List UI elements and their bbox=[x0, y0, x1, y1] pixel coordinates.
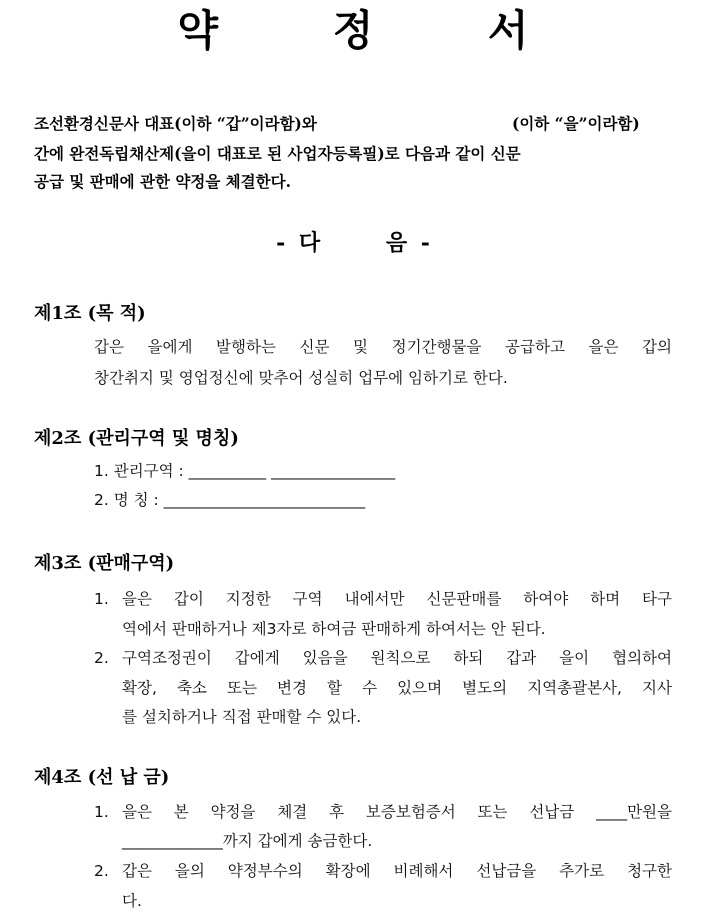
article-3-item-2-line-2: 확장, 축소 또는 변경 할 수 있으며 별도의 지역총괄본사, 지사 bbox=[122, 679, 672, 697]
article-4-item-1-line-2: _____________까지 갑에게 송금한다. bbox=[122, 832, 373, 850]
article-4-item-2-line-1: 갑은 을의 약정부수의 확장에 비례해서 선납금을 추가로 청구한 bbox=[122, 862, 672, 880]
article-3-item-2-number: 2. bbox=[94, 649, 109, 667]
divider-word-2: 음 bbox=[385, 230, 408, 256]
article-3-item-2-line-1: 구역조정권이 갑에게 있음을 원칙으로 하되 갑과 을이 협의하여 bbox=[122, 649, 672, 667]
article-1-line-1: 갑은 을에게 발행하는 신문 및 정기간행물을 공급하고 을은 갑의 bbox=[94, 338, 672, 356]
article-1-heading: 제1조 (목 적) bbox=[34, 303, 146, 324]
document-title: 약 정 서 bbox=[177, 6, 579, 55]
divider-dash-left: - bbox=[276, 230, 286, 256]
intro-line-1 bbox=[34, 114, 674, 134]
article-3-heading: 제3조 (판매구역) bbox=[34, 553, 175, 574]
article-3-item-2-line-3: 를 설치하거나 직접 판매할 수 있다. bbox=[122, 708, 362, 726]
intro-line-3: 공급 및 판매에 관한 약정을 체결한다. bbox=[34, 172, 291, 191]
divider-dash-right: - bbox=[420, 230, 430, 256]
article-3-item-1-line-1: 을은 갑이 지정한 구역 내에서만 신문판매를 하여야 하며 타구 bbox=[122, 590, 672, 608]
section-divider-heading bbox=[0, 228, 706, 258]
intro-line-1-left: 조선환경신문사 대표(이하 “갑”이라함)와 bbox=[34, 114, 317, 133]
intro-line-2: 간에 완전독립채산제(을이 대표로 된 사업자등록필)로 다음과 같이 신문 bbox=[34, 144, 521, 163]
article-4-item-1-number: 1. bbox=[94, 803, 109, 821]
intro-line-1-right: (이하 “을”이라함) bbox=[512, 114, 640, 133]
article-3-item-1-line-2: 역에서 판매하거나 제3자로 하여금 판매하게 하여서는 안 된다. bbox=[122, 620, 546, 638]
article-2-heading: 제2조 (관리구역 및 명칭) bbox=[34, 428, 239, 449]
article-4-item-1-line-1: 을은 본 약정을 체결 후 보증보험증서 또는 선납금 ____만원을 bbox=[122, 803, 672, 821]
article-4-item-2-line-2: 다. bbox=[122, 892, 142, 910]
article-4-item-2-number: 2. bbox=[94, 862, 109, 880]
divider-word-1: 다 bbox=[298, 230, 321, 256]
article-3-item-1-number: 1. bbox=[94, 590, 109, 608]
article-4-heading: 제4조 (선 납 금) bbox=[34, 767, 170, 788]
article-2-item-2: 2. 명 칭 : __________________________ bbox=[94, 491, 366, 509]
article-2-item-1: 1. 관리구역 : __________ ________________ bbox=[94, 462, 396, 480]
article-1-line-2: 창간취지 및 영업정신에 맞추어 성실히 업무에 임하기로 한다. bbox=[94, 369, 508, 387]
